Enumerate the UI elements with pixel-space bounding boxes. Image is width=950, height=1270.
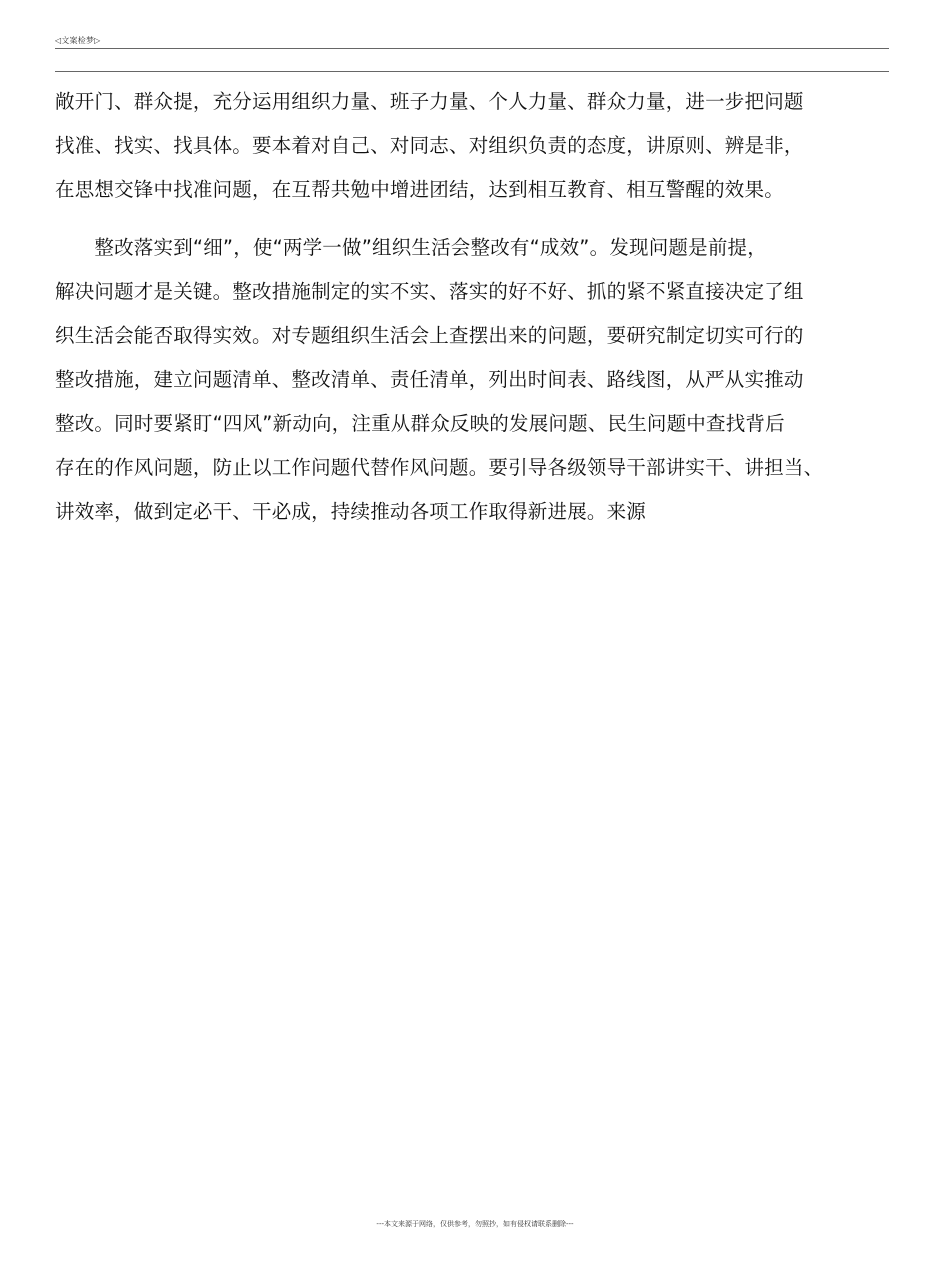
header-rule-top bbox=[55, 48, 889, 49]
paragraph-2-line: 讲效率，做到定必干、干必成，持续推动各项工作取得新进展。来源 bbox=[55, 500, 647, 523]
document-body bbox=[55, 80, 905, 534]
paragraph-1-line: 找准、找实、找具体。要本着对自己、对同志、对组织负责的态度，讲原则、辨是非， bbox=[55, 134, 804, 157]
paragraph-2-line: 存在的作风问题，防止以工作问题代替作风问题。要引导各级领导干部讲实干、讲担当、 bbox=[55, 456, 824, 479]
paragraph-1-line: 在思想交锋中找准问题，在互帮共勉中增进团结，达到相互教育、相互警醒的效果。 bbox=[55, 178, 784, 201]
page-footer: ---本文来源于网络，仅供参考，勿照抄，如有侵权请联系删除--- bbox=[376, 1220, 574, 1228]
paragraph-1 bbox=[55, 80, 905, 212]
paragraph-spacer bbox=[55, 212, 905, 226]
paragraph-2-line: 整改。同时要紧盯“四风”新动向，注重从群众反映的发展问题、民生问题中查找背后 bbox=[55, 412, 785, 435]
paragraph-2-line: 织生活会能否取得实效。对专题组织生活会上查摆出来的问题，要研究制定切实可行的 bbox=[55, 324, 804, 347]
paragraph-1-line: 敞开门、群众提，充分运用组织力量、班子力量、个人力量、群众力量，进一步把问题 bbox=[55, 90, 804, 113]
paragraph-2 bbox=[55, 226, 905, 534]
header-rule-bottom bbox=[55, 71, 889, 72]
paragraph-2-line: 整改措施，建立问题清单、整改清单、责任清单，列出时间表、路线图，从严从实推动 bbox=[55, 368, 804, 391]
paragraph-2-line: 解决问题才是关键。整改措施制定的实不实、落实的好不好、抓的紧不紧直接决定了组 bbox=[55, 280, 804, 303]
header-label: ◁文案检梦▷ bbox=[55, 36, 101, 45]
paragraph-2-line: 整改落实到“细”，使“两学一做”组织生活会整改有“成效”。发现问题是前提， bbox=[55, 236, 767, 259]
page-header bbox=[55, 36, 889, 72]
